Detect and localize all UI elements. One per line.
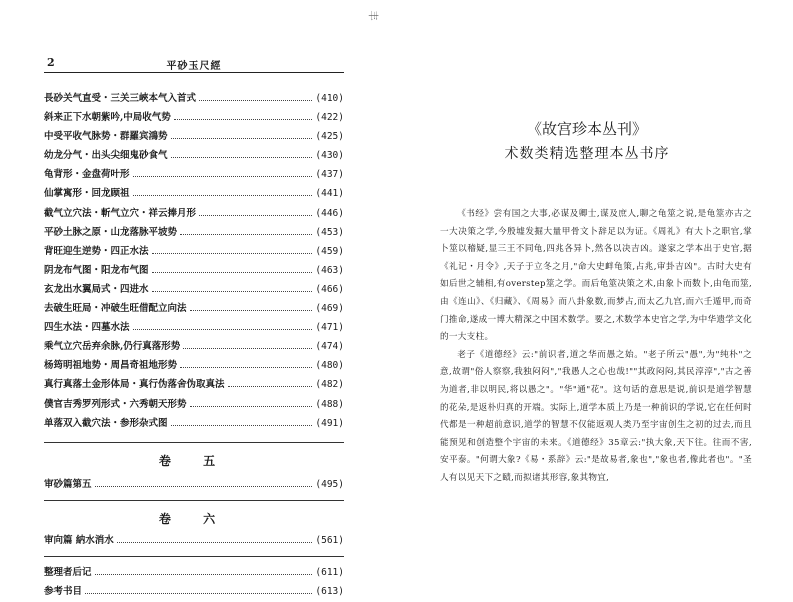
toc-entry [44,281,344,300]
toc-entry-page: (430) [315,150,344,162]
table-of-contents [44,90,344,434]
toc-entry-page: (495) [315,479,344,490]
toc-leader-dots [152,272,313,273]
toc-entry [44,338,344,357]
toc-entry [44,476,344,495]
toc-volume-5 [44,476,344,495]
toc-entry-page: (611) [315,567,344,578]
toc-entry [44,396,344,415]
toc-entry [44,243,344,262]
preface-paragraph: 老子《道德经》云:"前识者,道之华而愚之始。"老子所云"愚",为"纯朴"之意,故谓"俗人察察,我独闷闷","我愚人之心也哉!""其政闷闷,其民淳淳","古之善为道者,非以明民,将以愚之"。"华"通"花"。这句话的意思是说,前识是道学智慧的花朵,是返朴归真的开端。实际上,道学本质上乃是一种前识的学说,它在任何时代都是一种超前意识,道学的智慧不仅能返观人类乃至宇宙创生之初的过去,而且能预见和创造整个宇宙的未来。《道德经》35章云:"执大象,天下往。往而不害,安平泰。"何谓大象?《易・系辞》云:"是故易者,象也","象也者,像此者也"。"圣人有以见天下之赜,而拟诸其形容,象其物宜, [440,349,752,483]
volume-5-heading: 卷 五 [158,454,230,468]
toc-entry [44,147,344,166]
right-page [432,0,752,595]
toc-entry-page: (480) [315,360,344,372]
toc-entry-title: 中受平收气脉势・群羅宾鴻势 [44,131,168,143]
page-header [44,58,344,73]
series-title: 《故宫珍本丛刊》 [526,120,647,138]
toc-entry-page: (453) [315,226,344,238]
toc-entry-page: (561) [315,535,344,546]
toc-appendix [44,564,344,602]
toc-entry [44,224,344,243]
toc-leader-dots [95,574,313,575]
toc-entry-page: (613) [315,586,344,598]
preface-title: 术数类精选整理本丛书序 [504,146,670,162]
toc-entry-page: (482) [315,379,344,391]
toc-entry-page: (422) [315,112,344,124]
toc-entry [44,415,344,434]
toc-entry-page: (466) [315,283,344,295]
toc-entry-page: (441) [315,188,344,200]
toc-entry-page: (471) [315,322,344,334]
toc-leader-dots [152,253,313,254]
toc-entry [44,300,344,319]
toc-entry-title: 長砂关气直受・三关三峽本气入首式 [44,93,197,104]
toc-entry-title: 真行真落土金形体局・真行伪落舍伪取真法 [44,379,225,391]
volume-6-heading: 卷 六 [158,512,230,526]
toc-entry-title: 去破生旺局・冲破生旺借配立向法 [44,303,187,315]
toc-leader-dots [199,215,312,216]
running-title: 平砂玉尺經 [166,61,222,72]
toc-entry-title: 斜来正下水朝紫吟,中局收气势 [44,112,171,124]
toc-entry-title: 仙掌寓形・回龙顾祖 [44,188,130,200]
toc-leader-dots [133,176,313,177]
toc-leader-dots [174,119,313,120]
toc-entry-title: 截气立穴法・斬气立穴・祥云捧月形 [44,207,197,219]
page-number: 2 [47,56,55,69]
toc-entry-title: 玄龙出水翼局式・四进水 [44,283,149,295]
toc-entry-title: 参考书目 [44,586,83,598]
toc-leader-dots [190,310,313,311]
divider [44,442,344,443]
toc-entry-page: (488) [315,398,344,410]
toc-entry-page: (459) [315,245,344,257]
toc-entry-title: 平砂土脉之原・山龙落脉平坡势 [44,226,178,238]
divider [44,556,344,557]
toc-entry [44,357,344,376]
toc-entry [44,90,344,109]
toc-entry-page: (463) [315,264,344,276]
toc-entry-title: 单落双入截穴法・参形杂式图 [44,417,168,429]
toc-leader-dots [180,367,312,368]
scan-mark: 丰 [366,10,378,21]
toc-entry-title: 乘气立穴岳弃余脉,仍行真落形势 [44,341,181,353]
toc-leader-dots [133,329,313,330]
toc-entry [44,262,344,281]
toc-entry [44,128,344,147]
toc-leader-dots [190,406,313,407]
toc-entry-page: (425) [315,131,344,143]
toc-entry [44,583,344,602]
toc-leader-dots [180,234,312,235]
toc-entry [44,166,344,185]
toc-leader-dots [199,100,312,101]
toc-leader-dots [171,425,313,426]
preface-paragraph: 《书经》尝有国之大事,必谋及卿士,谋及庶人,聊之龟筮之说,是龟筮亦古之一大决策之学,今殷墟发掘大量甲骨文卜辞足以为证。《周礼》有大卜之职官,掌卜筮以稽疑,显三王不同龟,四兆各异卜,然各以决吉凶。遂家之学本出于史官,据《礼记・月令》,天子于立冬之月,"命大史衅龟策,占兆,审卦吉凶"。古时大史有如后世之辅相,有overstep筮之学。而后龟筮决策之术,由象卜而数卜,由龟而筮,由《连山》、《归藏》、《周易》而八卦象数,而梦占,而太乙九宫,而六壬遁甲,而奇门推命,遂成一博大精深之中国术数学。要之,术数学本史官之学,为中华遗学文化的一大支柱。 [440,209,752,343]
toc-leader-dots [95,486,313,487]
toc-entry-title: 龟背形・金盘荷叶形 [44,169,130,181]
toc-entry-title: 阴龙布气图・阳龙布气图 [44,264,149,276]
toc-leader-dots [171,157,313,158]
preface-body [440,206,752,488]
toc-entry-page: (491) [315,417,344,429]
toc-entry-title: 整理者后记 [44,567,92,578]
toc-leader-dots [228,386,313,387]
toc-entry [44,185,344,204]
toc-entry-title: 背旺迎生逆势・四正水法 [44,245,149,257]
toc-leader-dots [85,593,312,594]
toc-entry-title: 杨筠明祖地势・周昌奇祖地形势 [44,360,178,372]
toc-entry [44,532,344,551]
toc-entry [44,205,344,224]
divider [44,500,344,501]
toc-leader-dots [171,138,313,139]
toc-entry-title: 僕官吉秀罗列形式・六秀朝天形势 [44,398,187,410]
toc-entry [44,564,344,583]
toc-entry-page: (410) [315,93,344,104]
toc-entry-page: (474) [315,341,344,353]
left-page [44,56,344,598]
toc-entry [44,376,344,395]
toc-entry-page: (469) [315,303,344,315]
toc-entry-page: (446) [315,207,344,219]
toc-volume-6 [44,532,344,551]
toc-leader-dots [152,291,313,292]
toc-entry-page: (437) [315,169,344,181]
toc-entry-title: 四生水法・四墓水法 [44,322,130,334]
toc-entry [44,109,344,128]
toc-leader-dots [117,542,313,543]
toc-entry-title: 审砂篇第五 [44,479,92,490]
toc-leader-dots [183,348,312,349]
toc-entry [44,319,344,338]
toc-leader-dots [133,195,313,196]
toc-entry-title: 审向篇 納水消水 [44,535,114,546]
toc-entry-title: 幼龙分气・出头尖细鬼砂食气 [44,150,168,162]
